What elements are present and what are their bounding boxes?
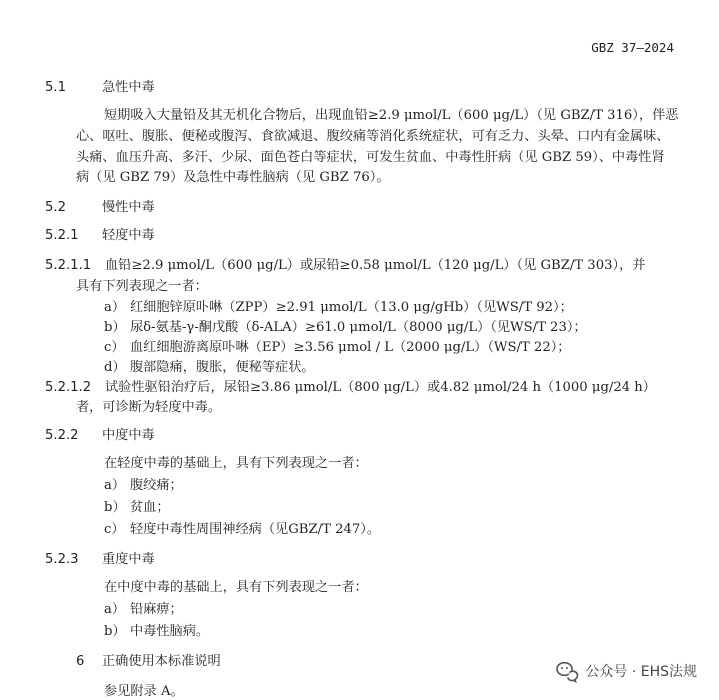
section-intro: 在轻度中毒的基础上，具有下列表现之一者： — [104, 456, 368, 471]
list-text: 中毒性脑病。 — [130, 624, 210, 639]
list-marker: b） — [104, 320, 126, 335]
list-text: 轻度中毒性周围神经病（见GBZ/T 247）。 — [130, 522, 381, 537]
section-number: 5.2.3 — [45, 552, 79, 567]
list-text: 腹绞痛； — [130, 478, 183, 493]
list-item — [104, 316, 587, 335]
section-title: 重度中毒 — [102, 552, 155, 567]
standard-number: GBZ 37—2024 — [591, 40, 674, 55]
list-text: 尿δ-氨基-γ-酮戊酸（δ-ALA）≥61.0 μmol/L（8000 μg/L）（见WS/T 23）； — [130, 320, 587, 335]
list-marker: a） — [104, 300, 126, 315]
section-intro: 在中度中毒的基础上，具有下列表现之一者： — [104, 580, 368, 595]
section-number: 5.2.1 — [45, 228, 79, 243]
list-marker: c） — [104, 340, 125, 355]
paragraph-line: 心、呕吐、腹胀、便秘或腹泻、食欲减退、腹绞痛等消化系统症状，可有乏力、头晕、口内有金属味、 — [76, 129, 670, 144]
list-item — [104, 620, 209, 639]
section-number: 5.1 — [45, 80, 66, 95]
section-5-2-1-heading — [45, 224, 155, 243]
section-number: 5.2.2 — [45, 428, 79, 443]
list-marker: d） — [104, 360, 126, 375]
list-marker: a） — [104, 478, 126, 493]
section-5-1-heading — [45, 76, 155, 95]
clause-5-2-1-2 — [45, 376, 656, 395]
paragraph-line: 短期吸入大量铅及其无机化合物后，出现血铅≥2.9 μmol/L（600 μg/L）（见 GBZ/T 316），伴恶 — [104, 108, 679, 123]
list-text: 血红细胞游离原卟啉（EP）≥3.56 μmol / L（2000 μg/L）（WS/T 22）； — [130, 340, 571, 355]
clause-5-2-1-1 — [45, 254, 645, 273]
list-marker: a） — [104, 602, 126, 617]
section-text: 参见附录 A。 — [104, 684, 184, 699]
section-5-2-heading — [45, 196, 155, 215]
wechat-icon — [555, 659, 579, 683]
list-text: 红细胞锌原卟啉（ZPP）≥2.91 μmol/L（13.0 μg/gHb）（见WS/T 92）； — [130, 300, 573, 315]
clause-number: 5.2.1.2 — [45, 380, 92, 395]
section-title: 中度中毒 — [102, 428, 155, 443]
section-title: 急性中毒 — [102, 80, 155, 95]
list-item — [104, 518, 380, 537]
list-item — [104, 356, 315, 375]
clause-text-cont: 具有下列表现之一者： — [76, 279, 208, 294]
section-5-2-3-heading — [45, 548, 155, 567]
section-title: 慢性中毒 — [102, 200, 155, 215]
list-marker: c） — [104, 522, 125, 537]
clause-text: 试验性驱铅治疗后，尿铅≥3.86 μmol/L（800 μg/L）或4.82 μmol/24 h（1000 μg/24 h） — [105, 380, 656, 395]
list-item — [104, 496, 170, 515]
paragraph-line: 病（见 GBZ 79）及急性中毒性脑病（见 GBZ 76）。 — [76, 170, 390, 185]
section-number: 5.2 — [45, 200, 66, 215]
section-5-2-2-heading — [45, 424, 155, 443]
section-title: 正确使用本标准说明 — [102, 654, 221, 669]
paragraph-line: 头痛、血压升高、多汗、少尿、面色苍白等症状，可发生贫血、中毒性肝病（见 GBZ 59）、中毒性肾 — [76, 150, 665, 165]
list-item — [104, 598, 183, 617]
clause-text-cont: 者，可诊断为轻度中毒。 — [76, 400, 222, 415]
clause-text: 血铅≥2.9 μmol/L（600 μg/L）或尿铅≥0.58 μmol/L（120 μg/L）（见 GBZ/T 303），并 — [105, 258, 646, 273]
watermark — [555, 659, 697, 683]
watermark-text: 公众号 · EHS法规 — [585, 664, 697, 680]
list-marker: b） — [104, 500, 126, 515]
list-text: 腹部隐痛，腹胀，便秘等症状。 — [130, 360, 315, 375]
list-item — [104, 296, 573, 315]
list-item — [104, 474, 183, 493]
section-6-heading — [76, 650, 221, 669]
list-marker: b） — [104, 624, 126, 639]
list-text: 贫血； — [130, 500, 170, 515]
list-item — [104, 336, 571, 355]
section-number: 6 — [76, 654, 85, 669]
clause-number: 5.2.1.1 — [45, 258, 92, 273]
list-text: 铅麻痹； — [130, 602, 183, 617]
section-title: 轻度中毒 — [102, 228, 155, 243]
